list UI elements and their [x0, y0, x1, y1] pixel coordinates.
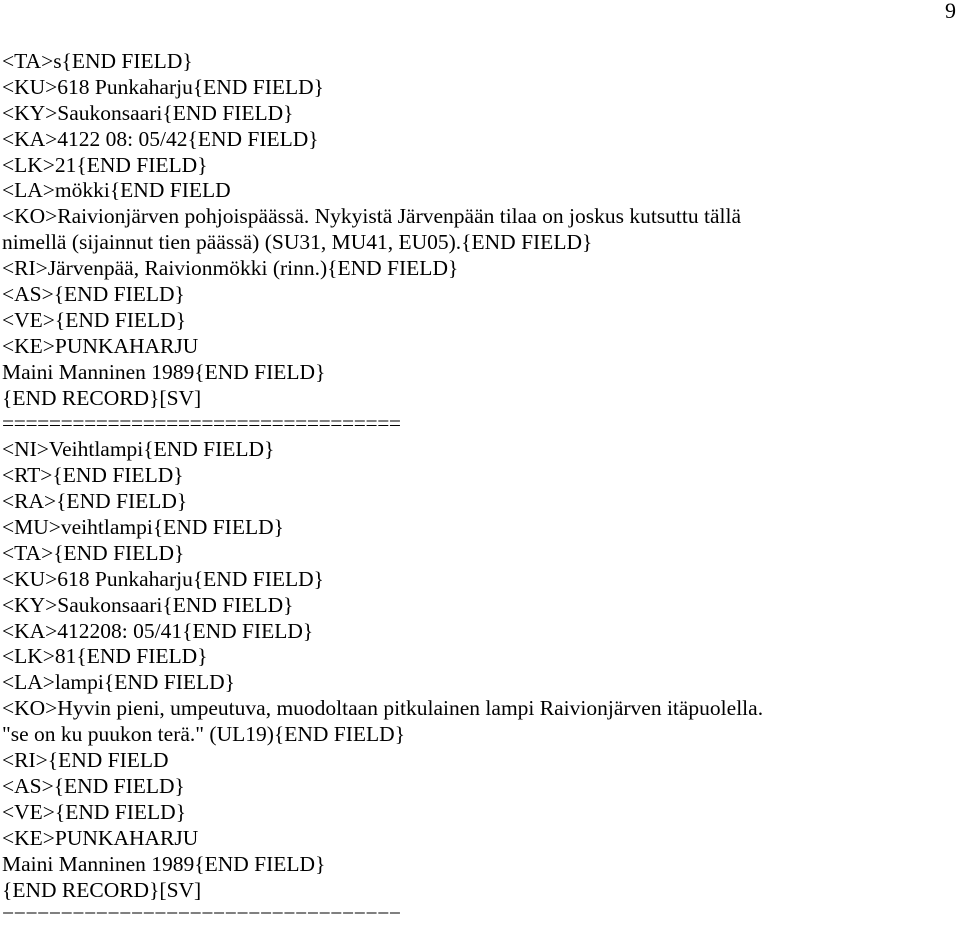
record-end-line: {END RECORD}[SV] — [2, 385, 202, 410]
record-line: <VE>{END FIELD} — [2, 799, 187, 824]
record-line: <KO>Raivionjärven pohjoispäässä. Nykyistä Järvenpään tilaa on joskus kutsuttu tällä — [2, 204, 741, 229]
record-line: <LA>lampi{END FIELD} — [2, 670, 235, 695]
record-line: Maini Manninen 1989{END FIELD} — [2, 851, 326, 876]
record-line: "se on ku puukon terä." (UL19){END FIELD} — [2, 722, 406, 747]
record-line: <KO>Hyvin pieni, umpeutuva, muodoltaan pitkulainen lampi Raivionjärven itäpuolella. — [2, 696, 764, 721]
record-line: <KY>Saukonsaari{END FIELD} — [2, 592, 294, 617]
record-line: <TA>s{END FIELD} — [2, 49, 193, 73]
record-line: <RI>{END FIELD — [2, 748, 169, 773]
record-line: <TA>{END FIELD} — [2, 540, 185, 565]
document-body — [2, 49, 957, 917]
record-line: <KE>PUNKAHARJU — [2, 825, 199, 850]
record-line: <RT>{END FIELD} — [2, 463, 184, 488]
record-line: <NI>Veihtlampi{END FIELD} — [2, 437, 275, 462]
record-line: <LA>mökki{END FIELD — [2, 178, 231, 203]
record-line: nimellä (sijainnut tien päässä) (SU31, MU41, EU05).{END FIELD} — [2, 230, 593, 255]
record-separator: ================================== — [2, 903, 401, 918]
record-line: <LK>81{END FIELD} — [2, 644, 208, 669]
record-line: <KE>PUNKAHARJU — [2, 333, 199, 358]
record-line: <RA>{END FIELD} — [2, 489, 188, 514]
record-separator: ================================== — [2, 411, 401, 436]
record-line: <LK>21{END FIELD} — [2, 152, 208, 177]
record-line: <KY>Saukonsaari{END FIELD} — [2, 100, 294, 125]
record-end-line: {END RECORD}[SV] — [2, 877, 202, 902]
record-line: <KA>412208: 05/41{END FIELD} — [2, 618, 314, 643]
record-line: <KU>618 Punkaharju{END FIELD} — [2, 74, 324, 99]
record-line: <KU>618 Punkaharju{END FIELD} — [2, 566, 324, 591]
record-line: <AS>{END FIELD} — [2, 282, 185, 307]
record-line: <AS>{END FIELD} — [2, 773, 185, 798]
record-line: <KA>4122 08: 05/42{END FIELD} — [2, 126, 319, 151]
record-line: <RI>Järvenpää, Raivionmökki (rinn.){END FIELD} — [2, 256, 459, 281]
page-number: 9 — [945, 0, 956, 23]
record-line: <MU>veihtlampi{END FIELD} — [2, 515, 284, 540]
record-line: Maini Manninen 1989{END FIELD} — [2, 359, 326, 384]
record-line: <VE>{END FIELD} — [2, 307, 187, 332]
